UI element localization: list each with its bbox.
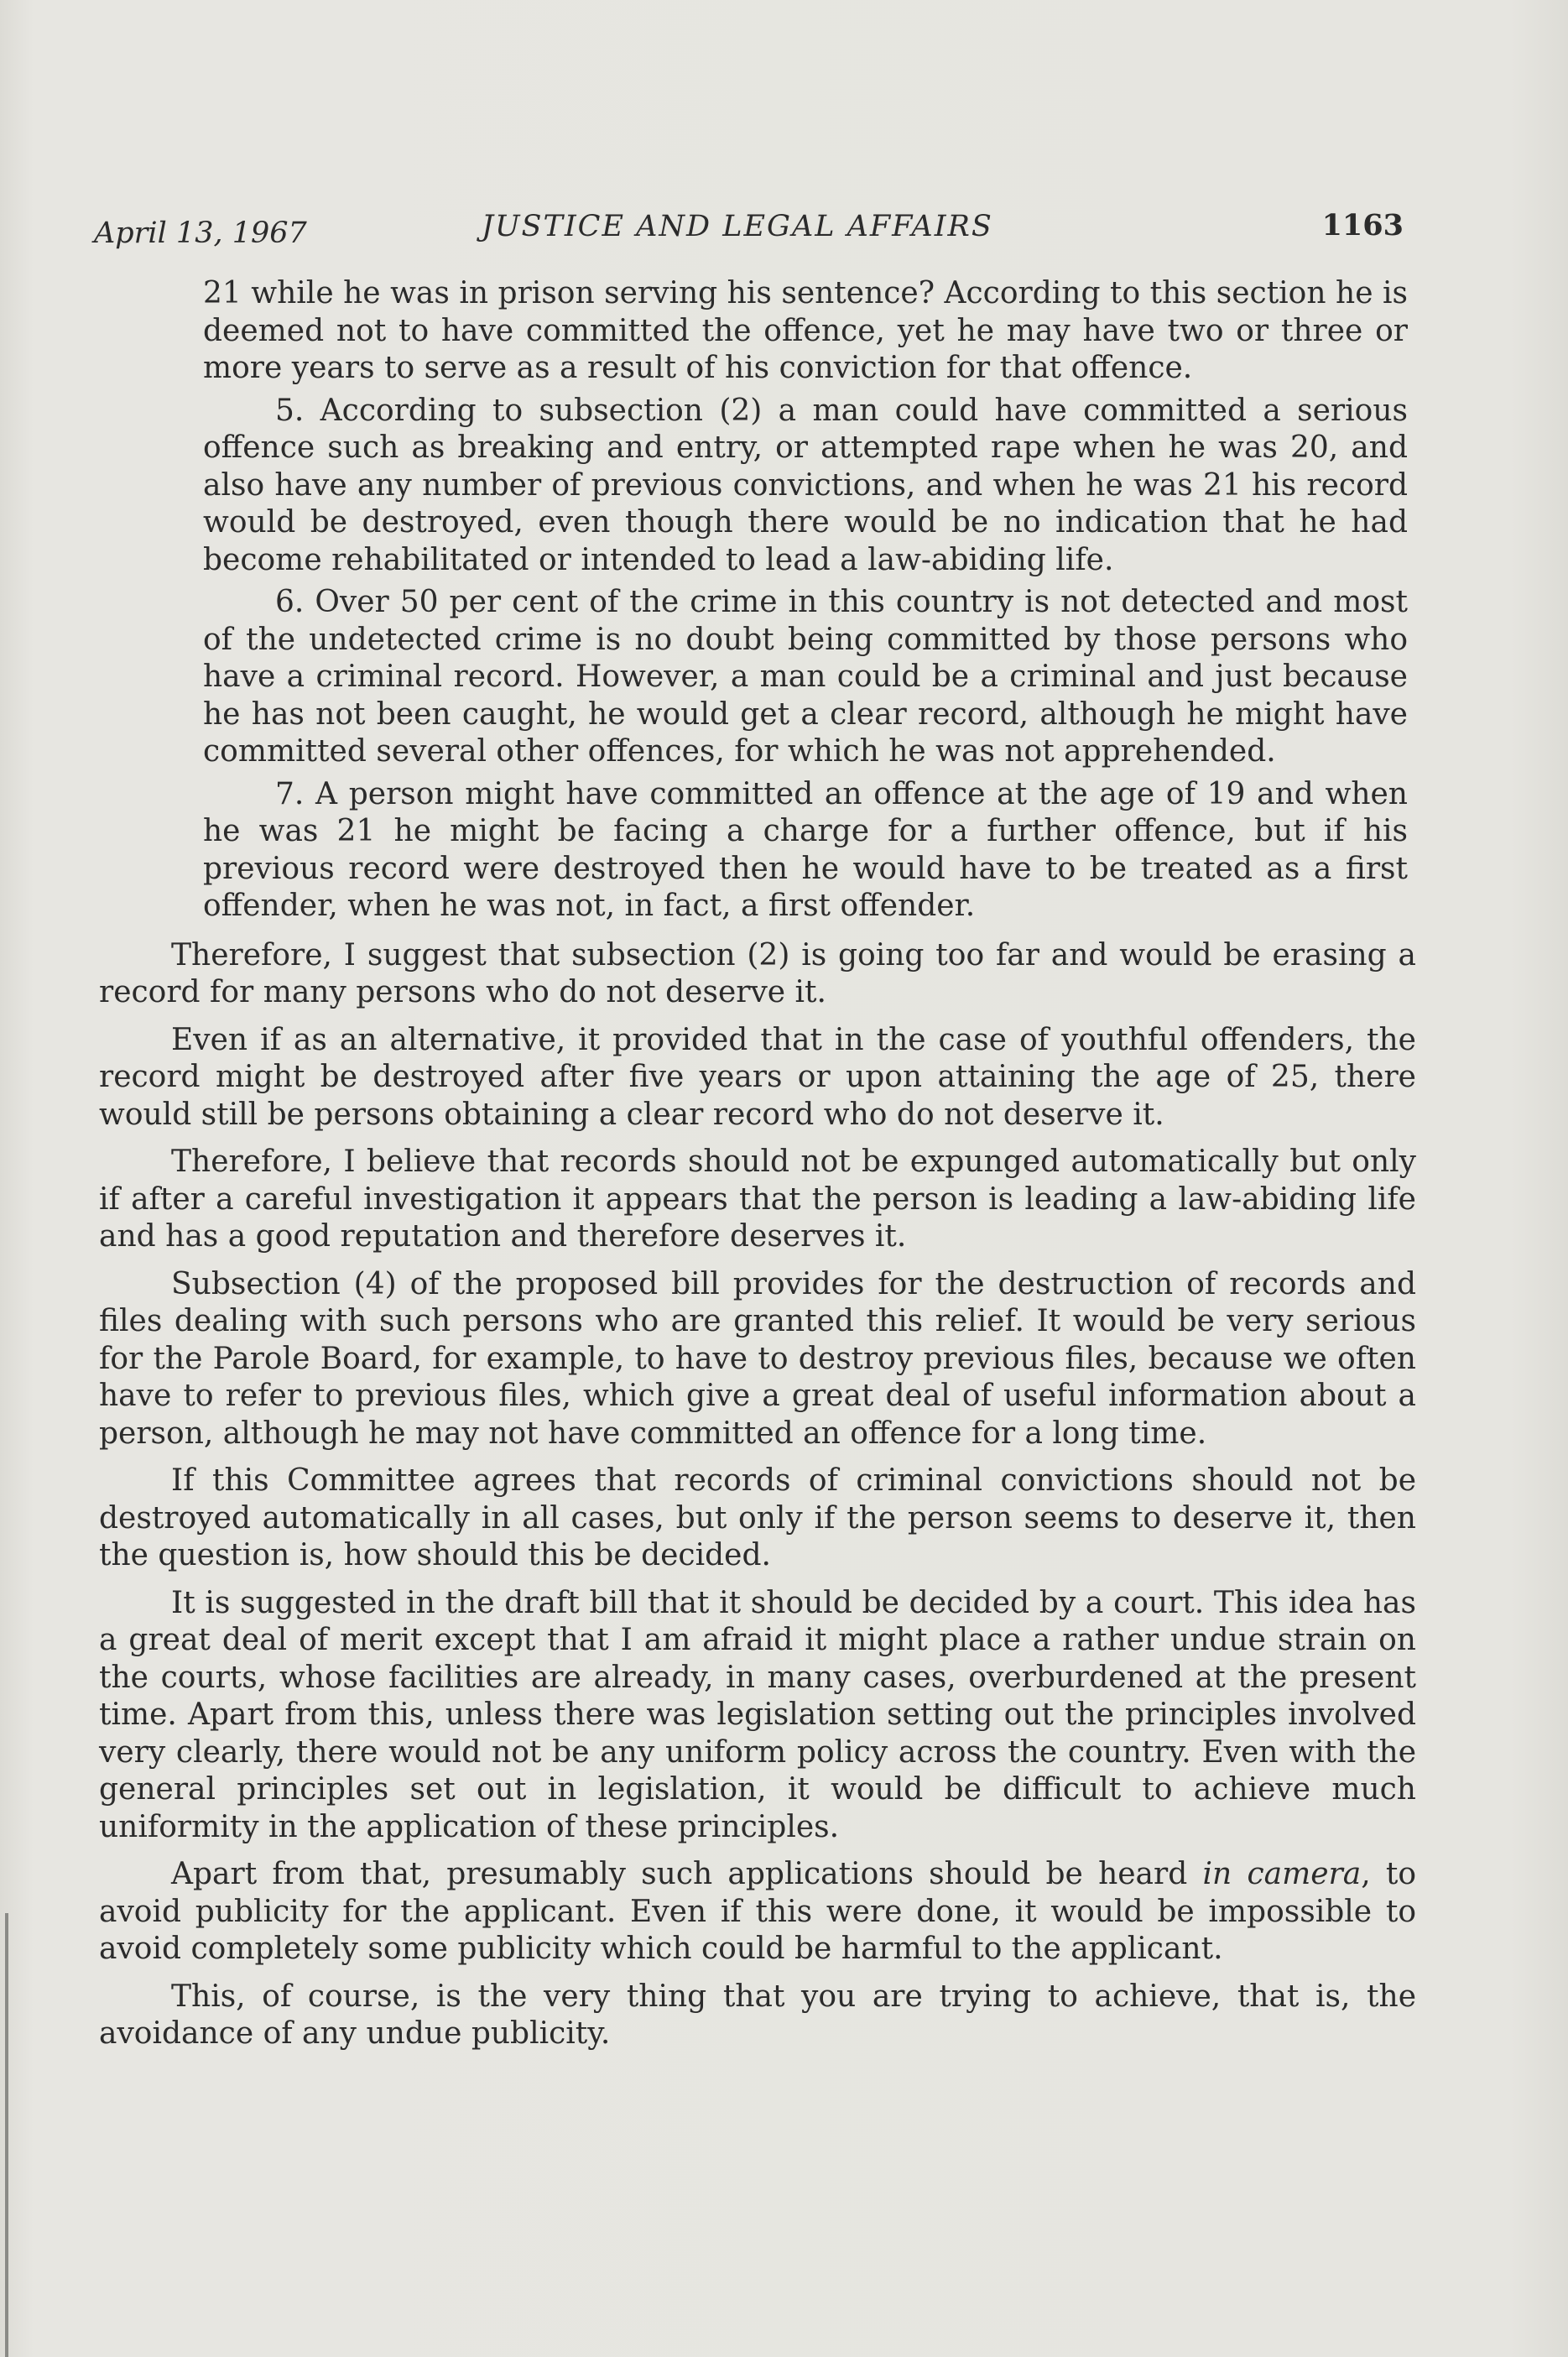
main-text xyxy=(99,937,1416,2053)
paragraph: Subsection (4) of the proposed bill provides for the destruction of records and files dealing with such persons who are granted this relief. It would be very serious for the Parole Board, for example, to have to destroy previous files, because we often have to refer to previous files, which give a great deal of useful information about a person, although he may not have committed an offence for a long time. xyxy=(99,1266,1416,1451)
quote-paragraph: 21 while he was in prison serving his sentence? According to this section he is deemed not to have committed the offence, yet he may have two or three or more years to serve as a result of his conviction for that offence. xyxy=(203,276,1408,385)
quote-item-5: 5. According to subsection (2) a man could have committed a serious offence such as breaking and entry, or attempted rape when he was 20, and also have any number of previous convictions, and when he was 21 his record would be destroyed, even though there would be no indication that he had become rehabilitated or intended to lead a law-abiding life. xyxy=(203,393,1408,577)
paragraph: Therefore, I believe that records should not be expunged automatically but only if after a careful investigation it appears that the person is leading a law-abiding life and has a good reputation and therefore deserves it. xyxy=(99,1145,1416,1254)
paragraph: If this Committee agrees that records of criminal convictions should not be destroyed automatically in all cases, but only if the person seems to deserve it, then the question is, how should this be decided. xyxy=(99,1463,1416,1572)
quote-item-7: 7. A person might have committed an offence at the age of 19 and when he was 21 he might be facing a charge for a further offence, but if his previous record were destroyed then he would have to be treated as a first offender, when he was not, in fact, a first offender. xyxy=(203,776,1408,923)
quote-item-6: 6. Over 50 per cent of the crime in this country is not detected and most of the undetected crime is no doubt being committed by those persons who have a criminal record. However, a man could be a criminal and just because he has not been caught, he would get a clear record, although he might have committed several other offences, for which he was not apprehended. xyxy=(203,585,1408,769)
paragraph: It is suggested in the draft bill that it should be decided by a court. This idea has a great deal of merit except that I am afraid it might place a rather undue strain on the courts, whose facilities are already, in many cases, overburdened at the present time. Apart from this, unless there was legislation setting out the principles involved very clearly, there would not be any uniform policy across the country. Even with the general principles set out in legislation, it would be difficult to achieve much uniformity in the application of these principles. xyxy=(99,1585,1416,1844)
paragraph-text: , to avoid publicity for the applicant. Even if this were done, it would be impossible to avoid completely some publicity which could be harmful to the applicant. xyxy=(99,1857,1417,1966)
page-body xyxy=(99,275,1416,2053)
header-title: JUSTICE AND LEGAL AFFAIRS xyxy=(482,210,993,243)
quoted-list xyxy=(203,275,1408,926)
page-binding-edge xyxy=(5,1913,8,2357)
italic-phrase: in camera xyxy=(1202,1857,1362,1891)
header-date: April 13, 1967 xyxy=(94,216,307,250)
paragraph: This, of course, is the very thing that you are trying to achieve, that is, the avoidance of any undue publicity. xyxy=(99,1979,1416,2051)
page-number: 1163 xyxy=(1321,208,1404,242)
running-header xyxy=(94,208,1404,258)
paragraph: Therefore, I suggest that subsection (2) is going too far and would be erasing a record for many persons who do not deserve it. xyxy=(99,937,1416,1009)
paragraph: Even if as an alternative, it provided that in the case of youthful offenders, the record might be destroyed after five years or upon attaining the age of 25, there would still be persons obtaining a clear record who do not deserve it. xyxy=(99,1022,1416,1132)
paragraph-text: Apart from that, presumably such applications should be heard xyxy=(171,1857,1203,1891)
paragraph xyxy=(99,1856,1416,1969)
